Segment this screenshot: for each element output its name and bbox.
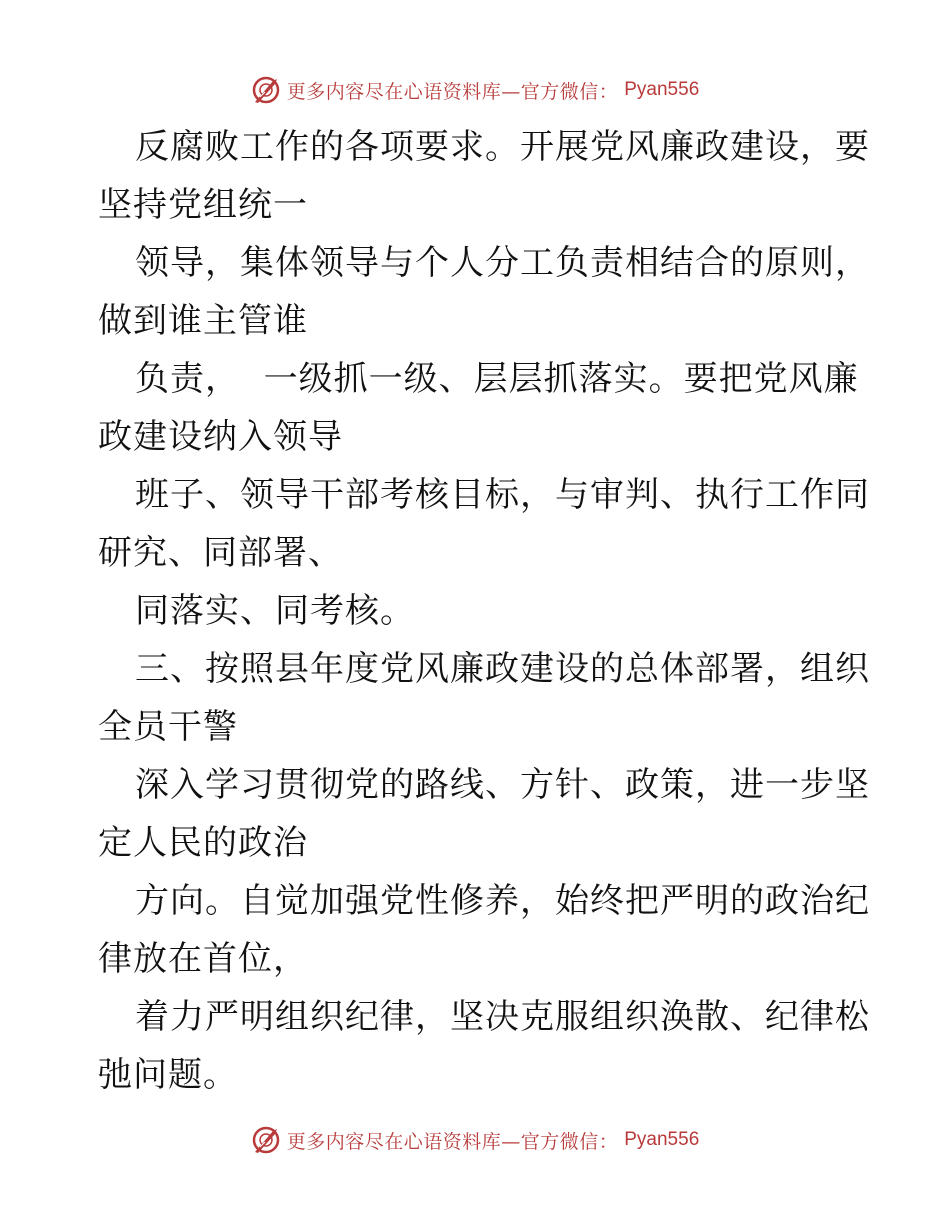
body-line-2: 坚持党组统一 (98, 185, 308, 225)
body-line-15: 律放在首位， (98, 939, 308, 979)
header-brand-id: Pyan556 (624, 79, 700, 100)
quill-pen-logo-icon (251, 1125, 281, 1155)
page-footer (0, 1120, 950, 1160)
body-line-8: 研究、同部署、 (98, 533, 343, 573)
body-line-9: 同落实、同考核。 (135, 591, 415, 631)
body-line-17: 弛问题。 (98, 1055, 238, 1095)
header-brand (251, 75, 700, 105)
body-line-12: 深入学习贯彻党的路线、方针、政策，进一步坚 (135, 765, 870, 805)
footer-brand-text: 更多内容尽在心语资料库—官方微信： (286, 1130, 619, 1153)
document-body (98, 118, 870, 1104)
body-line-16: 着力严明组织纪律，坚决克服组织涣散、纪律松 (135, 997, 870, 1037)
footer-brand-id: Pyan556 (624, 1129, 700, 1150)
body-line-7: 班子、领导干部考核目标，与审判、执行工作同 (135, 475, 870, 515)
body-line-4: 做到谁主管谁 (98, 301, 308, 341)
body-line-6: 政建设纳入领导 (98, 417, 343, 457)
footer-brand (251, 1125, 700, 1155)
body-line-1: 反腐败工作的各项要求。开展党风廉政建设，要 (135, 127, 870, 167)
page-header (0, 70, 950, 110)
body-line-14: 方向。自觉加强党性修养，始终把严明的政治纪 (135, 881, 870, 921)
quill-pen-logo-icon (251, 75, 281, 105)
body-line-13: 定人民的政治 (98, 823, 308, 863)
header-brand-text: 更多内容尽在心语资料库—官方微信： (286, 80, 619, 103)
body-line-5: 负责， 一级抓一级、层层抓落实。要把党风廉 (135, 359, 859, 399)
body-line-10: 三、按照县年度党风廉政建设的总体部署，组织 (135, 649, 870, 689)
body-line-11: 全员干警 (98, 707, 238, 747)
body-line-3: 领导，集体领导与个人分工负责相结合的原则， (135, 243, 870, 283)
